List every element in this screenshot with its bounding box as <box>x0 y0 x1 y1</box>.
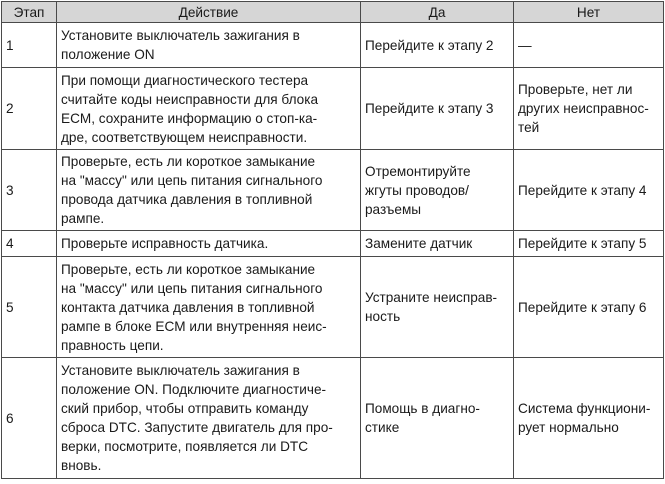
step-cell: 1 <box>2 23 57 68</box>
no-line: Перейдите к этапу 5 <box>518 236 647 251</box>
no-line: Перейдите к этапу 6 <box>518 299 647 315</box>
no-cell <box>514 231 664 257</box>
action-line: вновь. <box>61 458 102 473</box>
action-cell <box>57 150 361 231</box>
no-line: Система функциони- <box>518 401 651 416</box>
yes-line: Отремонтируйте <box>365 163 471 179</box>
no-cell <box>514 257 664 358</box>
no-line: Проверьте, нет ли <box>518 82 633 97</box>
action-line: рампе. <box>61 211 105 226</box>
table-row <box>2 358 664 479</box>
action-line: на "массу" или цепь питания сигнального <box>61 280 323 296</box>
yes-line: Устраните неисправ- <box>365 290 498 305</box>
yes-line: Помощь в диагно- <box>365 401 480 416</box>
action-line: Проверьте, есть ли короткое замыкание <box>61 154 316 169</box>
no-line: других неисправнос- <box>518 101 649 116</box>
yes-line: разъемы <box>365 201 422 217</box>
action-line: Установите выключатель зажигания в <box>61 28 300 43</box>
action-line: При помощи диагностического тестера <box>61 72 309 88</box>
no-line: рует нормально <box>518 420 619 435</box>
action-line: положение ON <box>61 47 155 62</box>
action-cell <box>57 358 361 479</box>
table-row <box>2 68 664 150</box>
action-line: положение ON. Подключите диагностиче- <box>61 382 327 397</box>
action-cell <box>57 257 361 358</box>
action-line: рампе в блоке ECM или внутренняя неис- <box>61 318 327 334</box>
action-line: ский прибор, чтобы отправить команду <box>61 401 309 416</box>
table-row <box>2 257 664 358</box>
no-line: — <box>518 37 532 53</box>
no-cell <box>514 68 664 150</box>
action-cell <box>57 23 361 68</box>
header-yes: Да <box>361 2 514 23</box>
header-step: Этап <box>2 2 57 23</box>
action-line: верки, посмотрите, появляется ли DTC <box>61 439 309 454</box>
diagnostic-table <box>1 1 664 479</box>
table-row <box>2 231 664 257</box>
yes-cell <box>361 257 514 358</box>
yes-line: Перейдите к этапу 2 <box>365 37 494 53</box>
action-line: считайте коды неисправности для блока <box>61 91 319 107</box>
no-cell <box>514 358 664 479</box>
table-row <box>2 150 664 231</box>
action-line: ECM, сохраните информацию о стоп-ка- <box>61 110 318 126</box>
step-cell: 3 <box>2 150 57 231</box>
yes-cell <box>361 231 514 257</box>
header-no: Нет <box>514 2 664 23</box>
yes-line: жгуты проводов/ <box>365 182 469 198</box>
no-line: тей <box>518 120 540 135</box>
yes-line: Перейдите к этапу 3 <box>365 101 494 116</box>
yes-cell <box>361 68 514 150</box>
yes-line: Замените датчик <box>365 236 473 251</box>
action-line: сброса DTC. Запустите двигатель для про- <box>61 420 333 435</box>
yes-cell <box>361 23 514 68</box>
step-cell: 4 <box>2 231 57 257</box>
yes-cell <box>361 150 514 231</box>
table-row <box>2 23 664 68</box>
no-cell <box>514 150 664 231</box>
action-line: Проверьте, есть ли короткое замыкание <box>61 261 316 277</box>
action-line: Проверьте исправность датчика. <box>61 236 269 251</box>
action-line: контакта датчика давления в топливной <box>61 299 315 315</box>
action-line: правность цепи. <box>61 337 164 353</box>
no-cell <box>514 23 664 68</box>
yes-line: стике <box>365 420 400 435</box>
action-line: дре, соответствующем неисправности. <box>61 129 308 145</box>
step-cell: 5 <box>2 257 57 358</box>
action-line: Установите выключатель зажигания в <box>61 363 300 378</box>
action-line: на "массу" или цепь питания сигнального <box>61 173 323 188</box>
yes-cell <box>361 358 514 479</box>
no-line: Перейдите к этапу 4 <box>518 182 647 198</box>
step-cell: 2 <box>2 68 57 150</box>
action-cell <box>57 231 361 257</box>
yes-line: ность <box>365 309 401 324</box>
header-row <box>2 2 664 23</box>
action-line: провода датчика давления в топливной <box>61 192 313 207</box>
header-action: Действие <box>57 2 361 23</box>
step-cell: 6 <box>2 358 57 479</box>
action-cell <box>57 68 361 150</box>
